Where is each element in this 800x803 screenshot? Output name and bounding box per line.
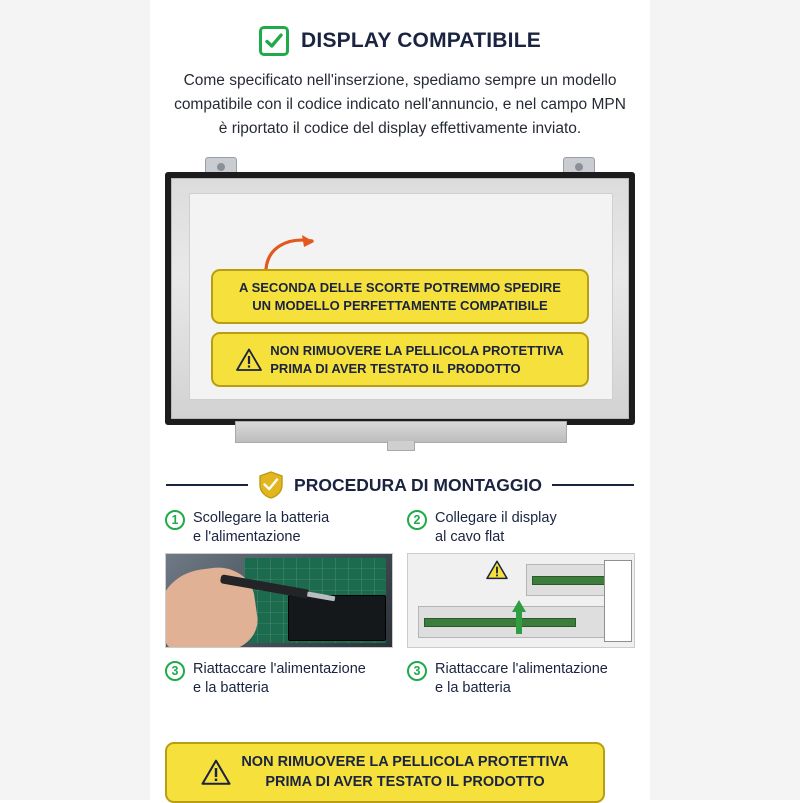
film-warning-line1: NON RIMUOVERE LA PELLICOLA PROTETTIVA xyxy=(270,343,564,359)
step-3-right-text xyxy=(435,660,608,698)
step-1-text xyxy=(193,509,329,547)
bottom-warning-line2: PRIMA DI AVER TESTATO IL PRODOTTO xyxy=(265,773,545,790)
step-3-right-number: 3 xyxy=(407,661,427,681)
step-2-header xyxy=(407,509,635,547)
step-3-right-line1: Riattaccare l'alimentazione xyxy=(435,660,608,677)
step-1-line2: e l'alimentazione xyxy=(193,528,301,545)
stock-notice-line2: UN MODELLO PERFETTAMENTE COMPATIBILE xyxy=(252,297,548,313)
step-1-header xyxy=(165,509,393,547)
warning-triangle-icon xyxy=(201,759,231,786)
step-3-left-line1: Riattaccare l'alimentazione xyxy=(193,660,366,677)
battery-block xyxy=(288,595,386,641)
flat-connector-lower xyxy=(424,618,576,627)
shield-icon xyxy=(258,471,284,499)
flat-connector-upper xyxy=(532,576,612,585)
procedure-header xyxy=(150,471,650,499)
warning-triangle-icon xyxy=(236,348,262,372)
film-warning-line2: PRIMA DI AVER TESTATO IL PRODOTTO xyxy=(270,360,521,376)
step-2 xyxy=(407,509,635,648)
step-2-text xyxy=(435,509,557,547)
content-column xyxy=(150,0,650,800)
step-3-right-line2: e la batteria xyxy=(435,679,511,696)
bottom-warning-banner xyxy=(165,742,605,803)
divider-right xyxy=(552,484,634,486)
panel-bottom-foil xyxy=(235,421,567,443)
step-2-line2: al cavo flat xyxy=(435,528,505,545)
step-3-left-text xyxy=(193,660,366,698)
step-1-number: 1 xyxy=(165,510,185,530)
stock-notice-banner xyxy=(211,269,589,324)
curved-arrow-icon xyxy=(262,233,322,273)
step-1 xyxy=(165,509,393,648)
header xyxy=(150,0,650,56)
page-title: DISPLAY COMPATIBILE xyxy=(301,29,541,52)
warning-triangle-icon xyxy=(486,560,508,580)
step-2-number: 2 xyxy=(407,510,427,530)
motherboard-battery-photo xyxy=(165,553,393,648)
header-paragraph: Come specificato nell'inserzione, spediamo sempre un modello compatibile con il codice indicato nell'annuncio, e nel campo MPN è riportato il codice del display effettivamente inviato. xyxy=(174,72,626,138)
procedure-title: PROCEDURA DI MONTAGGIO xyxy=(294,474,542,495)
left-margin xyxy=(0,0,150,800)
step-3-left xyxy=(165,660,393,698)
flat-cable-connector-photo xyxy=(407,553,635,648)
divider-left xyxy=(166,484,248,486)
procedure-steps xyxy=(165,509,635,697)
right-margin xyxy=(650,0,800,800)
step-3-left-number: 3 xyxy=(165,661,185,681)
bottom-warning-line1: NON RIMUOVERE LA PELLICOLA PROTETTIVA xyxy=(241,754,569,770)
step-3-right xyxy=(407,660,635,698)
finger-grip xyxy=(604,560,632,642)
up-arrow-icon xyxy=(512,600,526,634)
step-2-line1: Collegare il display xyxy=(435,510,557,527)
check-mark-icon xyxy=(259,26,289,56)
display-illustration xyxy=(165,157,635,457)
film-warning-banner xyxy=(211,332,589,387)
step-1-line1: Scollegare la batteria xyxy=(193,510,330,527)
stock-notice-line1: A SECONDA DELLE SCORTE POTREMMO SPEDIRE xyxy=(239,280,561,296)
step-3-left-line2: e la batteria xyxy=(193,679,269,696)
